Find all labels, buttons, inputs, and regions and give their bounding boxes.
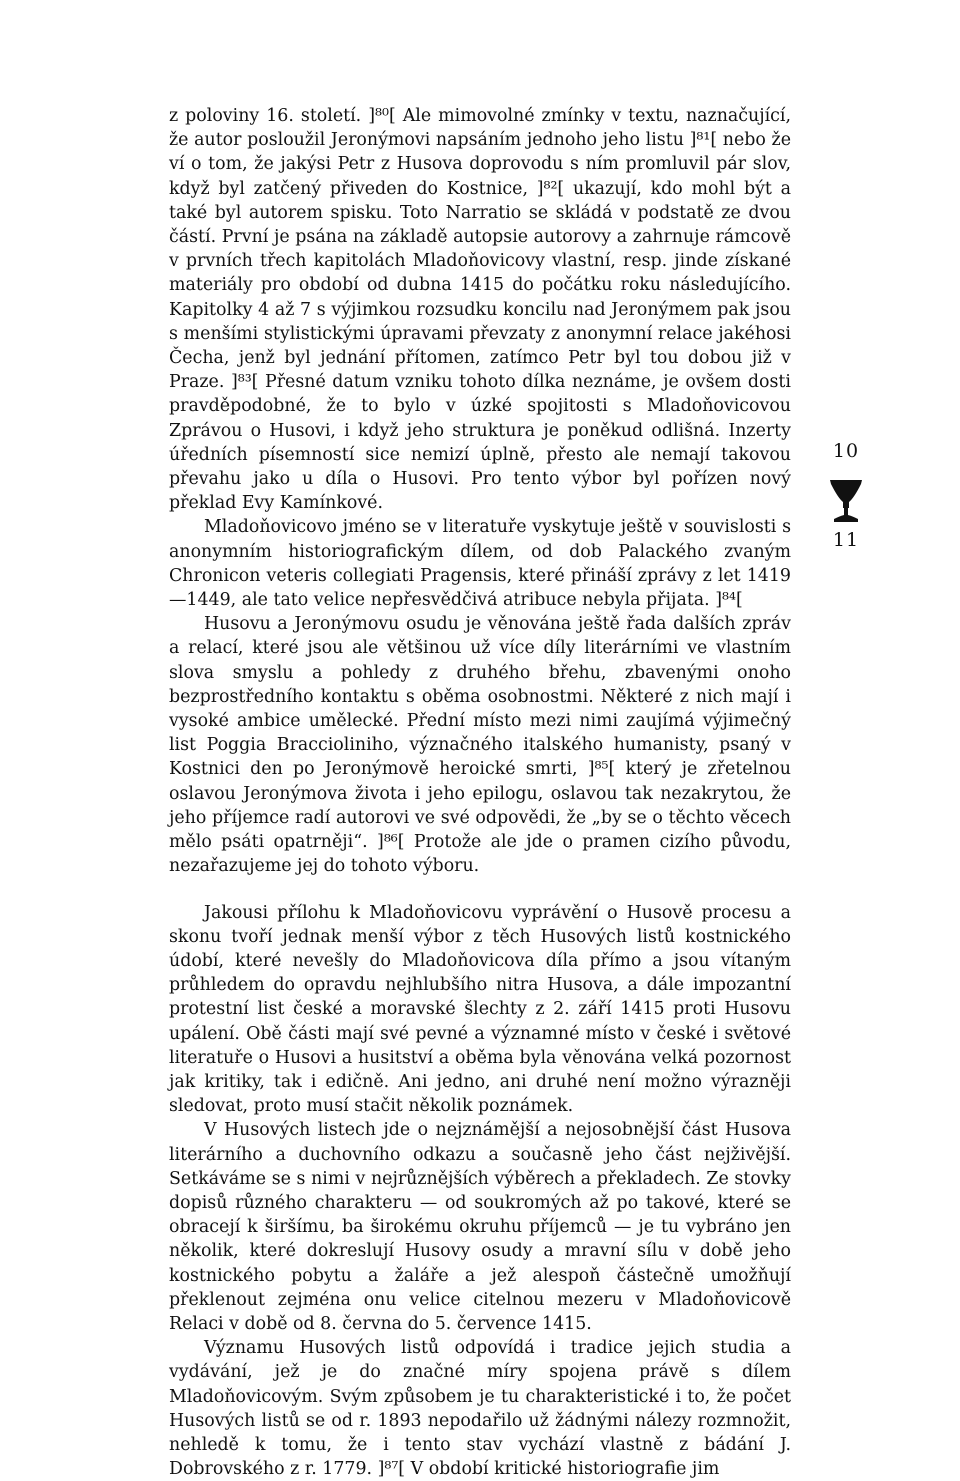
text-run: z poloviny 16. století. bbox=[169, 106, 369, 126]
text-run: který je zřetelnou oslavou Jeronýmova života i jeho epilogu, oslavou tak nezakrytou, že jeho příjemce radí autorovi ve své odpovědi, že „by se o těchto věcech mělo psáti opatrněji“. bbox=[169, 759, 791, 853]
note-marker: ]⁸²[ bbox=[536, 178, 565, 199]
paragraph bbox=[169, 1118, 791, 1336]
paragraph bbox=[169, 104, 791, 515]
text-run: Husovu a Jeronýmovu osudu je věnována ještě řada dalších zpráv a relací, které jsou ale většinou už více díly literárními ve vlastním slova smyslu a pohledy z druhého břehu, zbavenými onoho bezprostředního kontaktu s oběma osobnostmi. Některé z nich mají i vysoké ambice umělecké. Přední místo mezi nimi zaujímá výjimečný list Poggia Braccioliniho, význačného italského humanisty, psaný v Kostnici den po Jeronýmově heroické smrti, bbox=[169, 614, 791, 780]
text-run: V období kritické historiografie jim bbox=[405, 1459, 720, 1480]
paragraph bbox=[169, 612, 791, 878]
note-marker: ]⁸⁰[ bbox=[368, 106, 396, 126]
text-run: nebo že ví o tom, že jakýsi Petr z Husova doprovodu s ním promluvil pár slov, když byl zatčený přiveden do Kostnice, bbox=[169, 130, 791, 199]
text-run: V Husových listech jde o nejznámější a nejosobnější část Husova literárního a duchovního odkazu a současně jeho část nejživější. Setkáváme se s nimi v nejrůznějších výběrech a překladech. Ze stovky dopisů různého charakteru — od soukromých až po takové, které se obracejí k širšímu, ba širokému okruhu příjemců — je tu vybráno jen několik, které dokreslují Husovy osudy a mravní sílu v době jeho kostnického pobytu a žaláře a jež alespoň částečně umožňují překlenout zejména onu velice citelnou mezeru v Mladoňovicově Relaci v době od 8. června do 5. července 1415. bbox=[169, 1120, 791, 1334]
text-run: Významu Husových listů odpovídá i tradice jejich studia a vydávání, jež je do značné míry spojena právě s dílem Mladoňovicovým. Svým způsobem je tu charakteristické i to, že počet Husových listů se od r. 1893 nepodařilo už žádnými nálezy rozmnožit, nehledě k tomu, že i tento stav vychází vlastně z bádání J. Dobrovského z r. 1779. bbox=[169, 1338, 791, 1480]
margin-page-number-bottom: 11 bbox=[832, 529, 860, 551]
note-marker: ]⁸³[ bbox=[230, 372, 259, 393]
note-marker: ]⁸¹[ bbox=[689, 130, 718, 151]
text-run: Mladoňovicovo jméno se v literatuře vyskytuje ještě v souvislosti s anonymním historiografickým dílem, od dob Palackého zvaným Chronicon veteris collegiati Pragensis, které přináší zprávy z let 1419—1449, ale tato velice nepřesvědčivá atribuce nebyla přijata. bbox=[169, 517, 791, 611]
note-marker: ]⁸⁴[ bbox=[715, 590, 743, 611]
paragraph bbox=[169, 1336, 791, 1481]
note-marker: ]⁸⁷[ bbox=[377, 1459, 406, 1480]
note-marker: ]⁸⁵[ bbox=[587, 759, 616, 780]
note-marker: ]⁸⁶[ bbox=[377, 832, 405, 853]
text-run: ukazují, kdo mohl být a také byl autorem spisku. Toto Narratio se skládá v podstatě ze dvou částí. První je psána na základě autopsie autorovy a zahrnuje rámcově v prvních třech kapitolách Mladoňovicovy vlastní, resp. jinde získané materiály pro období od dubna 1415 do počátku roku následujícího. Kapitolky 4 až 7 s výjimkou rozsudku koncilu nad Jeronýmem pak jsou s menšími stylistickými úpravami převzaty z anonymní relace jakéhosi Čecha, jenž byl jednání přítomen, zatímco Petr byl tou dobou již v Praze. bbox=[169, 178, 791, 393]
margin-page-number-top: 10 bbox=[832, 440, 860, 462]
body-text bbox=[169, 104, 791, 1481]
text-run: Protože ale jde o pramen cizího původu, nezařazujeme jej do tohoto výboru. bbox=[169, 832, 791, 877]
paragraph bbox=[169, 515, 791, 612]
text-run: Ale mimovolné zmínky v textu, naznačující, že autor posloužil Jeronýmovi napsáním jednoho jeho listu bbox=[169, 106, 791, 151]
text-run: Přesné datum vzniku tohoto dílka neznáme, je ovšem dosti pravděpodobné, že to bylo v úzké spojitosti s Mladoňovicovou Zprávou o Husovi, i když jeho struktura je poněkud odlišná. Inzerty úředních písemností sice nemizí úplně, přesto ale nemají takovou převahu jako u díla o Husovi. Pro tento výbor byl pořízen nový překlad Evy Kamínkové. bbox=[169, 372, 791, 514]
text-run: Jakousi přílohu k Mladoňovicovu vyprávění o Husově procesu a skonu tvoří jednak menší výbor z těch Husových listů kostnického údobí, které nevešly do Mladoňovicova díla přímo a jsou vítaným průhledem do opravdu nejhlubšího nitra Husova, a dále impozantní protestní list české a moravské šlechty z 2. září 1415 proti Husovu upálení. Obě části mají své pevné a významné místo v české i světové literatuře o Husovi a husitství a oběma byla věnována velká pozornost jak kritiky, tak i edičně. Ani jedno, ani druhé není možno výrazněji sledovat, proto musí stačit několik poznámek. bbox=[169, 902, 791, 1117]
chalice-icon bbox=[828, 478, 864, 524]
paragraph bbox=[169, 901, 791, 1119]
